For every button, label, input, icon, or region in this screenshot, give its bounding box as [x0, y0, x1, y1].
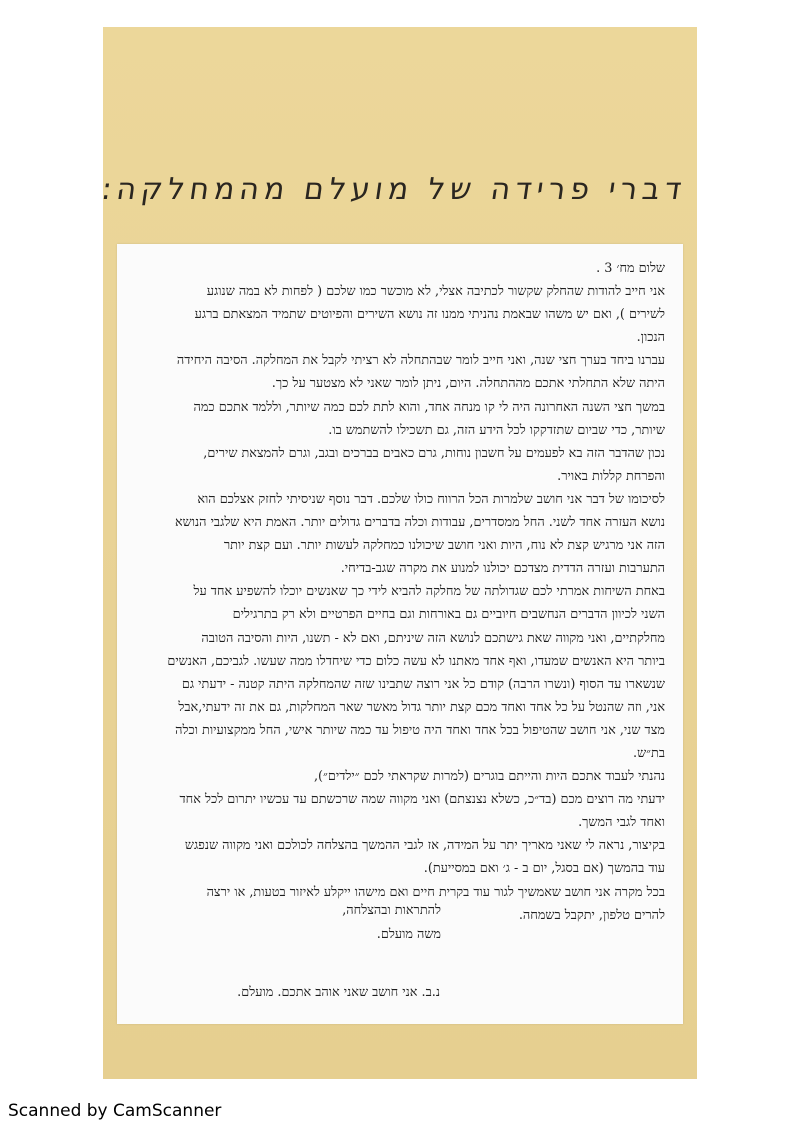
- letter-line: היתה שלא התחלתי אתכם מההתחלה. היום, ניתן לומר שאני לא מצטער על כך.: [271, 376, 665, 392]
- letter-line: אני, וזה שהנטל על כל אחד ואחד מכם קצת יותר גדול מאשר שאר המחלקות, גם את זה ידעתי,אבל: [178, 699, 665, 715]
- letter-line: התערבות ועזרה הדדית מצדכם יכולנו למנוע את מקרה שגב-בדיחי.: [340, 561, 665, 577]
- letter-line: שיותר, כדי שביום שתזדקקו לכל הידע הזה, גם תשכילו להשתמש בו.: [328, 422, 665, 438]
- letter-line: בכל מקרה אני חושב שאמשיך לגור עוד בקרית חיים ואם מישהו ייקלע לאיזור בטעות, או ירצה: [206, 884, 665, 900]
- letter-line: להרים טלפון, יתקבל בשמחה.: [518, 907, 665, 923]
- letter-line: נושא העזרה אחד לשני. החל ממסדרים, עבודות וכלה בדברים גדולים יותר. האמת היא שלגבי הנושא: [174, 515, 665, 531]
- signature-name: משה מועלם.: [376, 926, 441, 942]
- letter-line: לשירים ), ואם יש משהו שבאמת נהניתי ממנו זה נושא השירים והפיוטים שתמיד המצאתם ברגע: [194, 307, 665, 323]
- letter-line: ואחד לגבי המשך.: [578, 815, 665, 831]
- letter-line: מחלקתיים, ואני מקווה שאת גישתכם לנושא הזה שיניתם, ואם לא - תשנו, היות והסיבה הטובה: [201, 630, 665, 646]
- letter-line: שלום מח׳ 3 .: [596, 261, 665, 276]
- signature-block: [342, 899, 441, 946]
- letter-line: ידעתי מה רוצים מכם (בד״כ, כשלא נצנצתם) ואני מקווה שמה שרכשתם עד עכשיו יתרום לכל אחד: [179, 792, 665, 808]
- letter-line: באחת השיחות אמרתי לכם שגדולתה של מחלקה להביא לידי כך שאנשים יוכלו להשפיע אחד על: [193, 584, 665, 600]
- letter-line: בת״ש.: [633, 745, 665, 761]
- scanner-watermark-text: Scanned by CamScanner: [8, 1101, 222, 1121]
- letter-line: שנשארו עד הסוף (ונשרו הרבה) קודם כל אני רוצה שתבינו שזה שהמחלקה היתה קטנה - ידעתי גם: [181, 676, 665, 692]
- handwritten-title: דברי פרידה של מועלם מהמחלקה:: [99, 172, 689, 207]
- letter-line: עוד בהמשך (אם בסגל, יום ב - ג׳ ואם במסייעת).: [423, 861, 665, 877]
- letter-line: ביותר היא האנשים שמעדו, ואף אחד מאתנו לא עשה כלום כדי שיחדלו ממה שעשו. לגביכם, האנשים: [167, 653, 665, 669]
- letter-line: הזה אני מרגיש קצת לא נוח, היות ואני חושב שיכולנו כמחלקה לעשות יותר. ועם קצת יותר: [223, 538, 665, 554]
- letter-line: הנכון.: [636, 330, 665, 346]
- letter-line: במשך חצי השנה האחרונה היה לי קו מנחה אחד, והוא לתת לכם כמה שיותר, וללמד אתכם כמה: [193, 399, 665, 415]
- letter-line: נכון שהדבר הזה בא לפעמים על חשבון נוחות, גרם כאבים בברכים ובגב, וגרם להמצאת שירים,: [203, 445, 665, 461]
- letter-line: לסיכומו של דבר אני חושב שלמרות הכל הרווח כולו שלכם. דבר נוסף שניסיתי לחזק אצלכם הוא: [197, 491, 665, 507]
- closing-line: להתראות ובהצלחה,: [342, 903, 441, 918]
- letter-line: מצד שני, אני חושב שהטיפול בכל אחד ואחד היה טיפול עד כמה שיותר אישי, החל ממקצועיות וכלה: [175, 722, 665, 738]
- letter-line: השני לכיוון הדברים הנחשבים חיוביים גם באורחות וגם בחיים הפרטיים ולא רק בתרגילים: [232, 607, 665, 623]
- letter-line: והפרחת קללות באויר.: [557, 468, 665, 484]
- letter-sheet: [117, 244, 683, 1024]
- letter-line: בקיצור, נראה לי שאני מאריך יתר על המידה, אז לגבי ההמשך בהצלחה לכולכם ואני מקווה שנפגש: [184, 838, 665, 854]
- postscript: נ.ב. אני חושב שאני אוהב אתכם. מועלם.: [237, 985, 440, 1000]
- letter-line: נהנתי לעבוד אתכם היות והייתם בוגרים (למרות שקראתי לכם ״ילדים״),: [313, 769, 665, 785]
- letter-line: אני חייב להודות שהחלק שקשור לכתיבה אצלי, לא מוכשר כמו שלכם ( לפחות לא במה שנוגע: [206, 284, 665, 300]
- letter-line: עברנו ביחד בערך חצי שנה, ואני חייב לומר שבהתחלה לא רציתי לקבל את המחלקה. הסיבה היחידה: [176, 353, 665, 369]
- letter-body: [125, 257, 665, 927]
